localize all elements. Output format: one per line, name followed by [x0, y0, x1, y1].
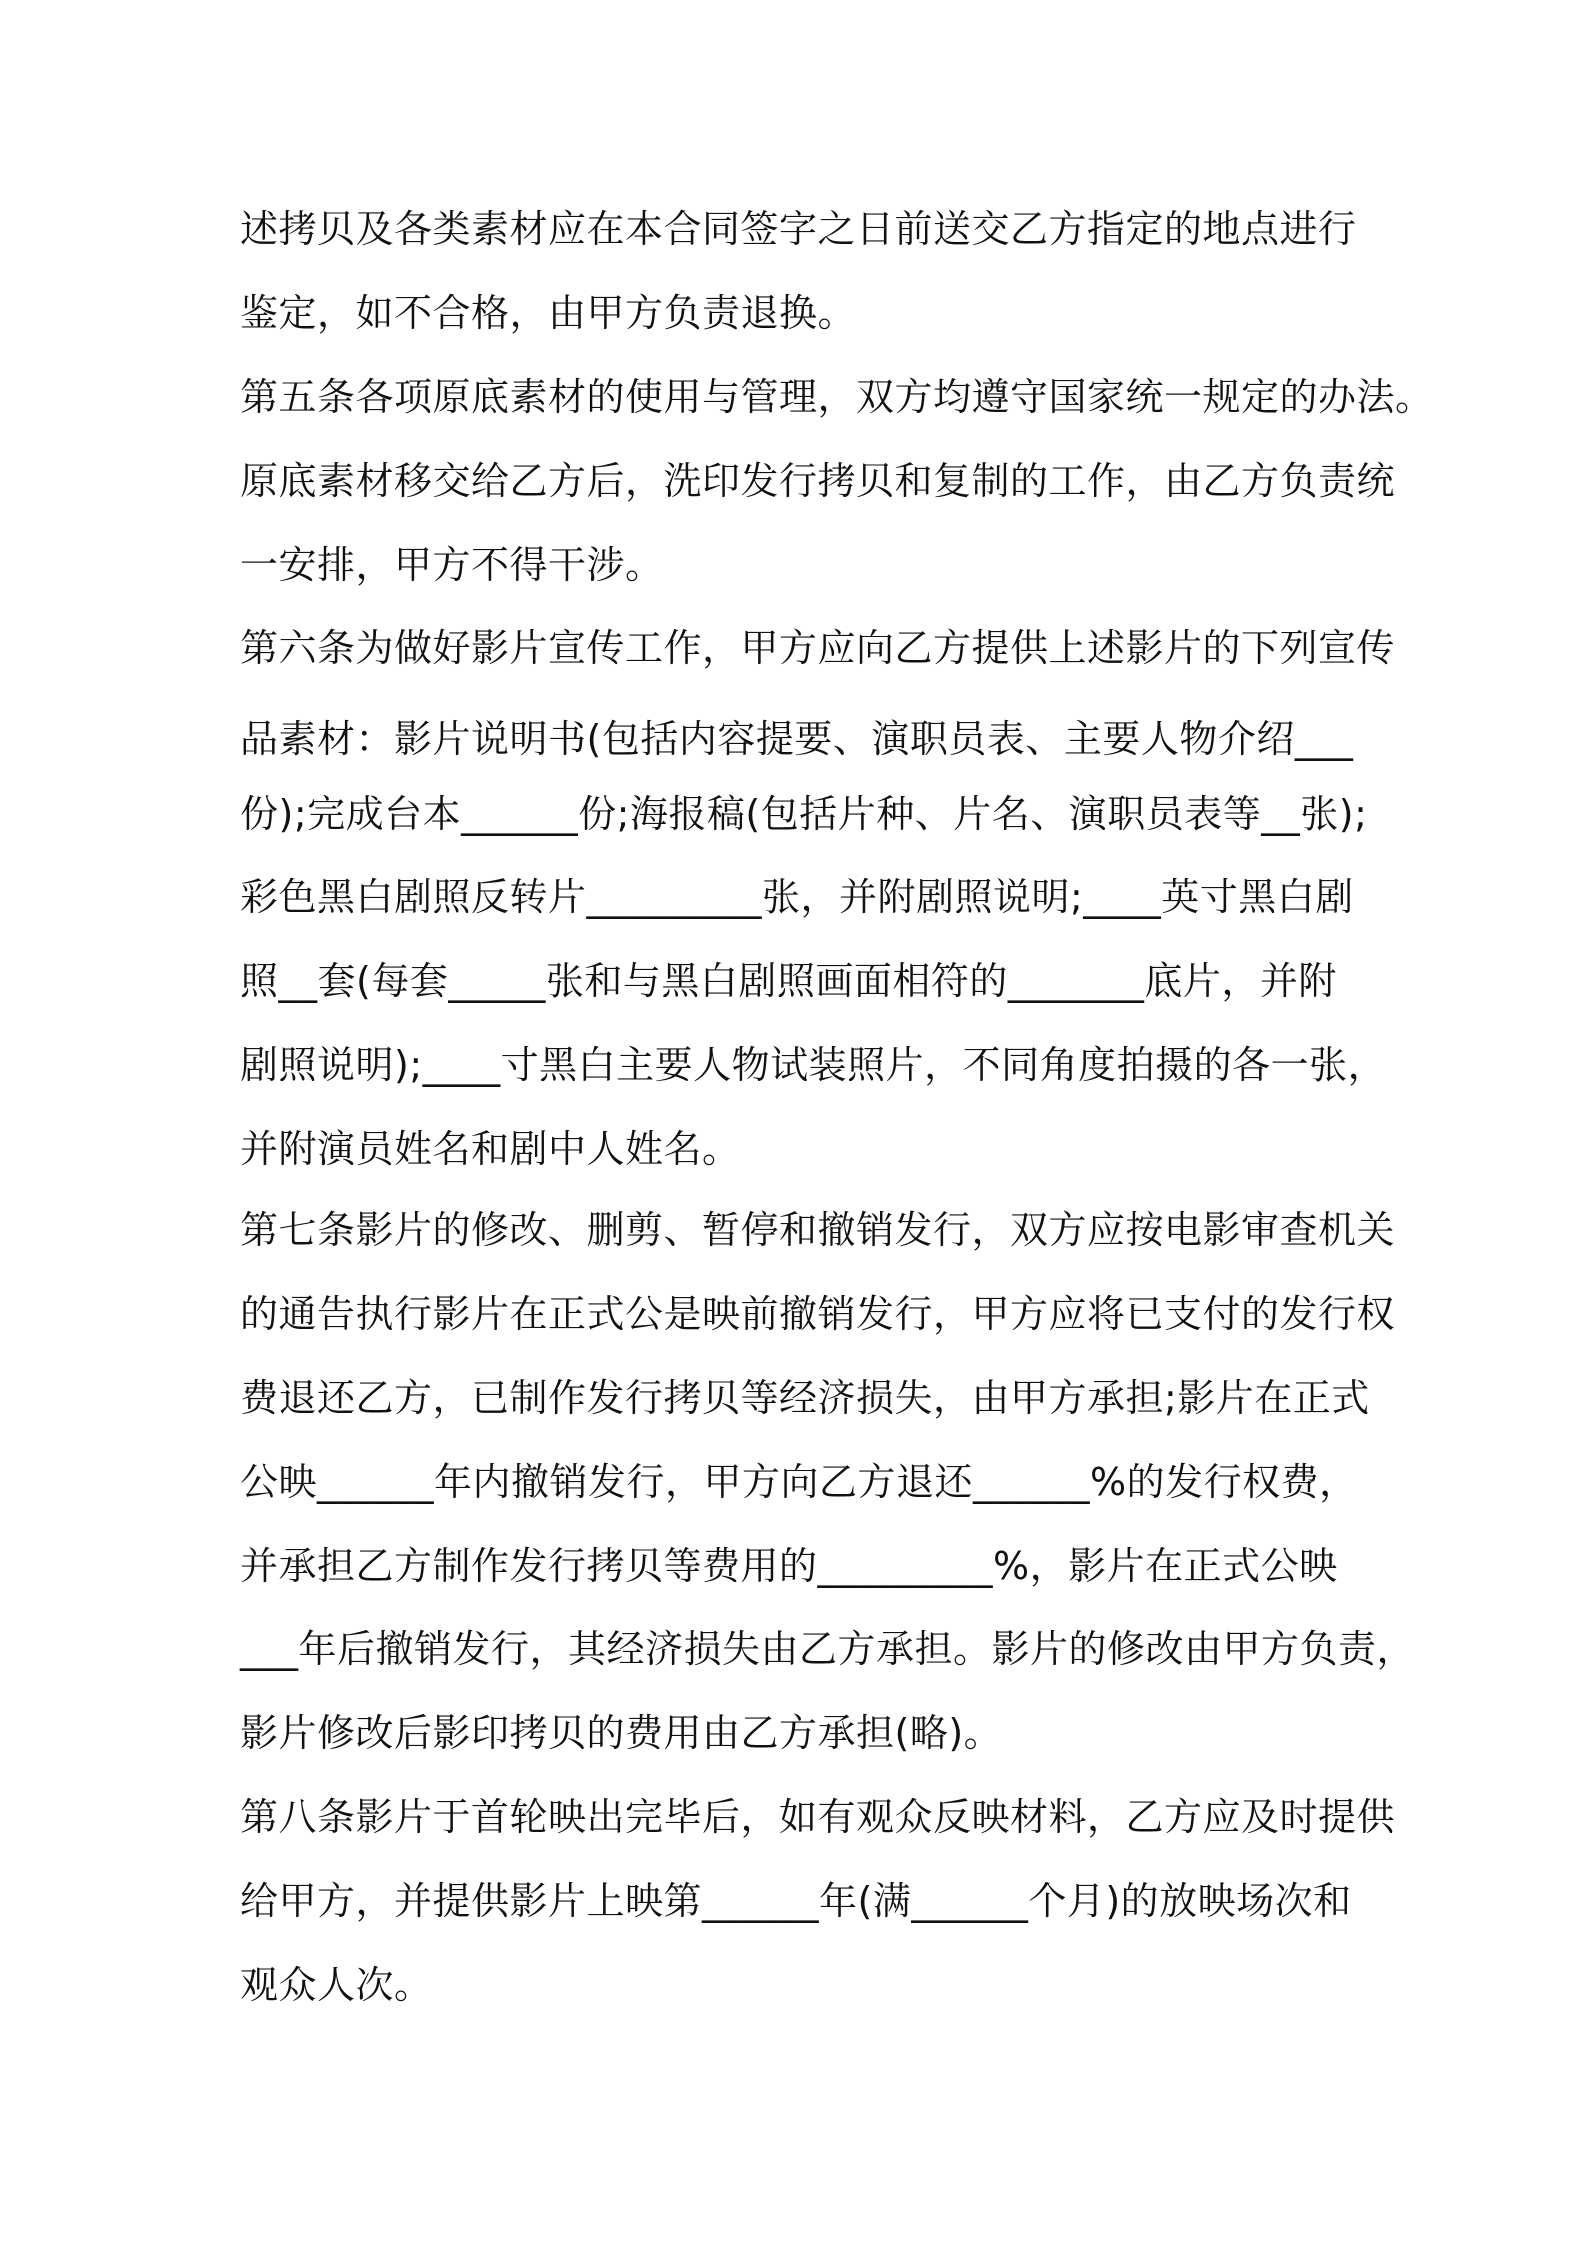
text-line: 述拷贝及各类素材应在本合同签字之日前送交乙方指定的地点进行	[240, 207, 1357, 251]
text-line: ___年后撤销发行，其经济损失由乙方承担。影片的修改由甲方负责，	[240, 1627, 1416, 1671]
text-line: 鉴定，如不合格，由甲方负责退换。	[240, 291, 857, 335]
text-line: 第七条影片的修改、删剪、暂停和撤销发行，双方应按电影审查机关	[240, 1208, 1396, 1252]
text-line: 第五条各项原底素材的使用与管理，双方均遵守国家统一规定的办法。	[240, 375, 1434, 419]
text-line: 照__套(每套_____张和与黑白剧照画面相符的_______底片，并附	[240, 959, 1337, 1003]
text-line: 第六条为做好影片宣传工作，甲方应向乙方提供上述影片的下列宣传	[240, 626, 1396, 670]
text-line: 第八条影片于首轮映出完毕后，如有观众反映材料，乙方应及时提供	[240, 1795, 1396, 1839]
text-line: 原底素材移交给乙方后，洗印发行拷贝和复制的工作，由乙方负责统	[240, 459, 1396, 503]
text-line: 公映______年内撤销发行，甲方向乙方退还______%的发行权费，	[240, 1460, 1358, 1504]
text-line: 影片修改后影印拷贝的费用由乙方承担(略)。	[240, 1711, 1003, 1755]
text-line: 彩色黑白剧照反转片_________张，并附剧照说明;____英寸黑白剧	[240, 875, 1354, 919]
text-line: 的通告执行影片在正式公是映前撤销发行，甲方应将已支付的发行权	[240, 1292, 1396, 1336]
text-line: 品素材：影片说明书(包括内容提要、演职员表、主要人物介绍___	[240, 717, 1354, 761]
text-line: 剧照说明);____寸黑白主要人物试装照片，不同角度拍摄的各一张，	[240, 1043, 1387, 1087]
text-line: 并承担乙方制作发行拷贝等费用的_________%，影片在正式公映	[240, 1544, 1338, 1588]
text-line: 费退还乙方，已制作发行拷贝等经济损失，由甲方承担;影片在正式	[240, 1376, 1370, 1420]
text-line: 一安排，甲方不得干涉。	[240, 543, 664, 587]
text-line: 并附演员姓名和剧中人姓名。	[240, 1127, 741, 1171]
text-line: 观众人次。	[240, 1963, 433, 2007]
text-line: 份);完成台本______份;海报稿(包括片种、片名、演职员表等__张);	[240, 792, 1368, 836]
text-line: 给甲方，并提供影片上映第______年(满______个月)的放映场次和	[240, 1879, 1352, 1923]
